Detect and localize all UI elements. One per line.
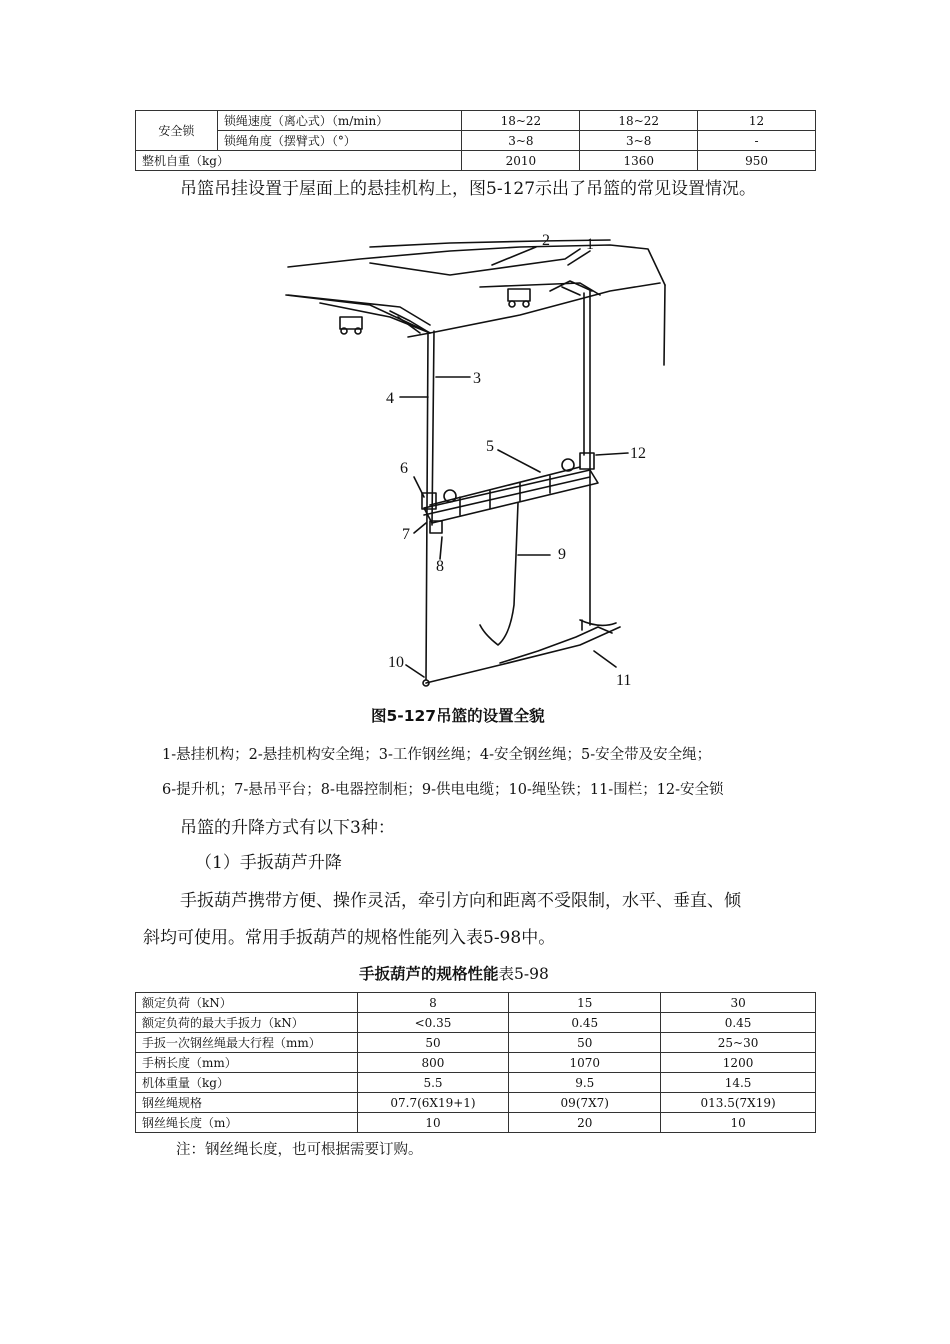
row-label: 锁绳速度（离心式）（m/min） [217,111,462,131]
platform-body [424,470,598,523]
roof-trolley [340,317,362,329]
callout-label: 4 [386,390,394,407]
table-row [136,993,816,1013]
power-cable [480,503,518,645]
cell: 20 [509,1113,661,1133]
cell: 0.45 [661,1013,816,1033]
table-row [136,1093,816,1113]
callout-label: 10 [388,654,404,671]
cell: 8 [357,993,509,1013]
row-label: 锁绳角度（摆臂式）（°） [217,131,462,151]
cell: 1200 [661,1053,816,1073]
cell: 18~22 [580,111,698,131]
row-label: 机体重量（kg） [136,1073,358,1093]
row-label: 整机自重（kg） [136,151,462,171]
cell: 12 [698,111,816,131]
figure-title: 图5-127吊篮的设置全貌 [371,707,545,725]
cell: 800 [357,1053,509,1073]
cell: 5.5 [357,1073,509,1093]
cell: 18~22 [462,111,580,131]
cell: 10 [661,1113,816,1133]
callout-label: 1 [586,236,594,253]
callout-label: 8 [436,558,444,575]
section-heading: （1）手扳葫芦升降 [195,853,342,873]
paragraph-body-line-1: 手扳葫芦携带方便、操作灵活，牵引方向和距离不受限制，水平、垂直、倾 [180,891,741,911]
hoist-right [580,453,594,469]
roof-edge-back [288,245,665,285]
cell: - [698,131,816,151]
table-note: 注：钢丝绳长度，也可根据需要订购。 [176,1142,423,1158]
table-title [359,962,549,984]
suspension-beam [480,283,600,295]
table-row [136,151,816,171]
cell: 07.7(6X19+1) [357,1093,509,1113]
row-label: 额定负荷的最大手扳力（kN） [136,1013,358,1033]
wire-rope-left-inner [432,331,434,525]
cell: 013.5(7X19) [661,1093,816,1113]
cell: 0.45 [509,1013,661,1033]
callout-label: 12 [630,445,646,462]
cell: 25~30 [661,1033,816,1053]
paragraph-methods: 吊篮的升降方式有以下3种： [180,818,395,838]
table-row [136,1113,816,1133]
hand-hoist-spec-table [135,992,816,1133]
table-title-number: 表5-98 [498,965,549,983]
cell: 2010 [462,151,580,171]
row-group-label: 安全锁 [136,111,218,151]
callout-label: 7 [402,526,410,543]
cell: 950 [698,151,816,171]
table-row [136,111,816,131]
callout-label: 3 [473,370,481,387]
cell: 09(7X7) [509,1093,661,1113]
row-label: 钢丝绳规格 [136,1093,358,1113]
spec-table-continuation [135,110,816,171]
row-label: 额定负荷（kN） [136,993,358,1013]
cell: 50 [509,1033,661,1053]
cell: 9.5 [509,1073,661,1093]
roof-parapet [664,285,665,365]
roof-trolley [508,289,530,301]
table-row [136,1053,816,1073]
callout-label: 2 [542,232,550,249]
row-label: 手扳一次钢丝绳最大行程（mm） [136,1033,358,1053]
figure-legend-line-1: 1-悬挂机构；2-悬挂机构安全绳；3-工作钢丝绳；4-安全钢丝绳；5-安全带及安全绳； [162,747,712,763]
table-title-main: 手扳葫芦的规格性能 [359,965,499,983]
figure-legend-line-2: 6-提升机；7-悬吊平台；8-电器控制柜；9-供电电缆；10-绳坠铁；11-围栏；12-安全锁 [162,782,724,798]
cell: 3~8 [462,131,580,151]
cell: <0.35 [357,1013,509,1033]
cell: 14.5 [661,1073,816,1093]
table-row [136,1033,816,1053]
cell: 3~8 [580,131,698,151]
callout-label: 9 [558,546,566,563]
motor-right [562,459,574,471]
cell: 50 [357,1033,509,1053]
cell: 1360 [580,151,698,171]
platform-rail [430,467,580,505]
paragraph-body-line-2: 斜均可使用。常用手扳葫芦的规格性能列入表5-98中。 [143,928,556,948]
callout-label: 5 [486,438,494,455]
callout-label: 6 [400,460,408,477]
cell: 15 [509,993,661,1013]
table-row [136,1073,816,1093]
table-row [136,131,816,151]
fence [500,627,612,663]
cell: 30 [661,993,816,1013]
cell: 10 [357,1113,509,1133]
paragraph-intro: 吊篮吊挂设置于屋面上的悬挂机构上，图5-127示出了吊篮的常见设置情况。 [180,179,757,199]
cell: 1070 [509,1053,661,1073]
gondola-setup-figure [280,225,680,700]
safety-rope-roof [370,249,580,275]
row-label: 钢丝绳长度（m） [136,1113,358,1133]
table-row [136,1013,816,1033]
row-label: 手柄长度（mm） [136,1053,358,1073]
callout-label: 11 [616,672,632,689]
